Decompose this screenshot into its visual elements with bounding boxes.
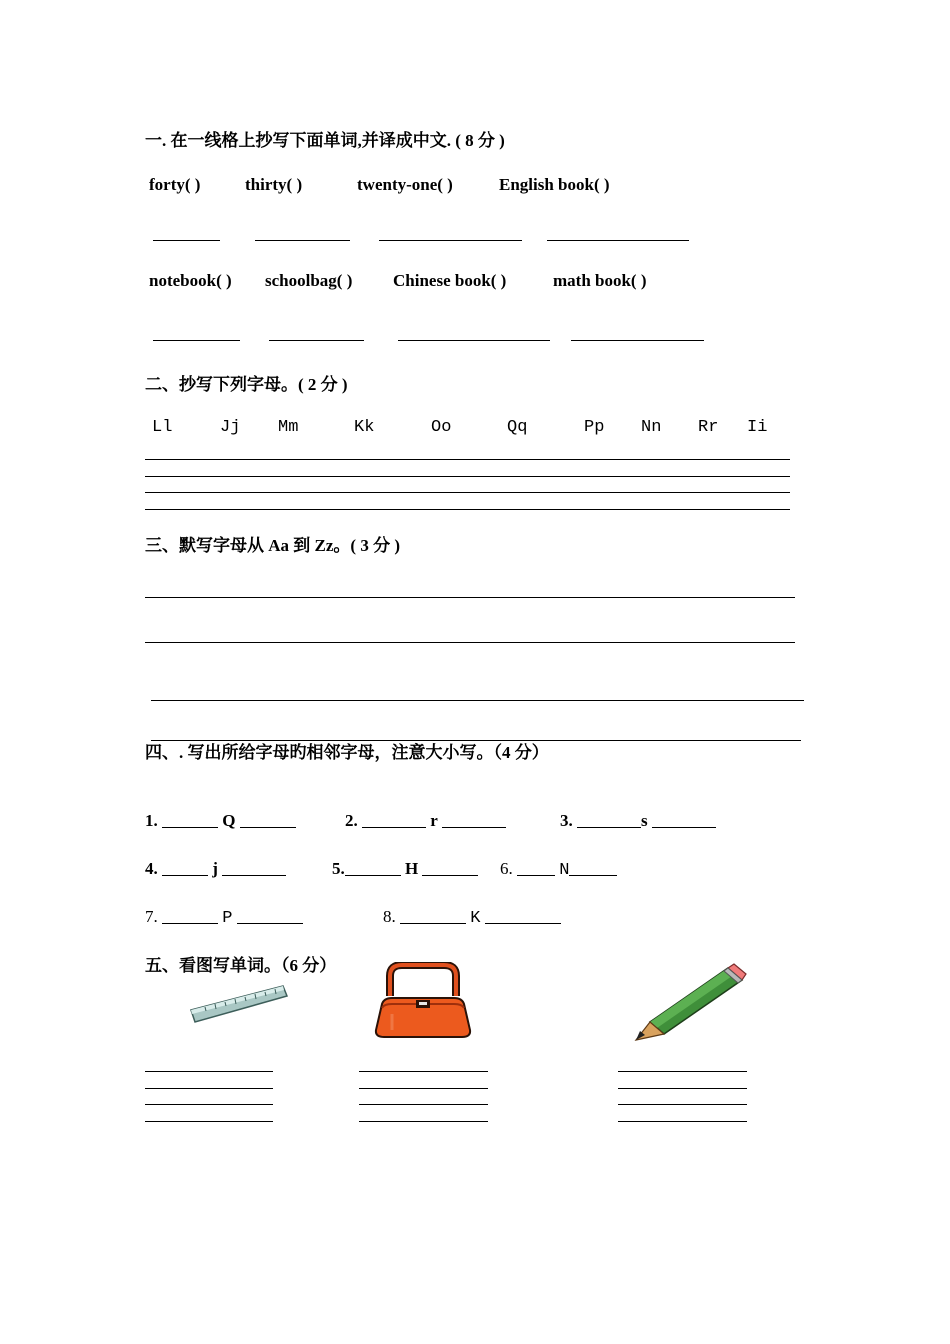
question-8: 8. K <box>383 907 561 928</box>
answer-line[interactable] <box>618 1088 747 1089</box>
letter-pair: Kk <box>354 418 375 437</box>
answer-line[interactable] <box>145 1071 273 1072</box>
letter-pair: Ii <box>747 418 768 437</box>
answer-line[interactable] <box>145 1121 273 1122</box>
writing-line[interactable] <box>145 597 795 598</box>
answer-blank[interactable] <box>422 875 478 876</box>
answer-blank[interactable] <box>517 875 555 876</box>
answer-line[interactable] <box>618 1104 747 1105</box>
question-6: 6. N <box>500 859 617 880</box>
letter-pair: Pp <box>584 418 605 437</box>
answer-blank[interactable] <box>442 827 506 828</box>
section3-title: 三、默写字母从 Aa 到 Zz。( 3 分 ) <box>145 536 400 555</box>
question-5: 5. H <box>332 859 478 879</box>
word-notebook: notebook( ) <box>149 271 232 290</box>
answer-blank[interactable] <box>162 875 208 876</box>
word-twenty-one: twenty-one( ) <box>357 175 453 194</box>
answer-blank[interactable] <box>362 827 426 828</box>
answer-blank[interactable] <box>237 923 303 924</box>
question-3: 3. s <box>560 811 716 831</box>
answer-blank[interactable] <box>240 827 296 828</box>
answer-blank[interactable] <box>485 923 561 924</box>
answer-line[interactable] <box>359 1088 488 1089</box>
section4-title: 四、. 写出所给字母旳相邻字母，注意大小写。（4 分） <box>145 743 549 762</box>
section2-title: 二、抄写下列字母。( 2 分 ) <box>145 375 348 394</box>
answer-line[interactable] <box>359 1104 488 1105</box>
writing-line[interactable] <box>145 459 790 460</box>
answer-blank[interactable] <box>652 827 716 828</box>
answer-line[interactable] <box>145 1088 273 1089</box>
answer-blank[interactable] <box>400 923 466 924</box>
bag-icon <box>372 962 474 1040</box>
word-english-book: English book( ) <box>499 175 610 194</box>
answer-blank[interactable] <box>569 875 617 876</box>
ruler-icon <box>185 982 290 1028</box>
writing-line[interactable] <box>151 700 804 701</box>
letter-pair: Ll <box>152 418 173 437</box>
answer-line[interactable] <box>379 240 522 241</box>
word-thirty: thirty( ) <box>245 175 303 194</box>
answer-line[interactable] <box>547 240 689 241</box>
writing-line[interactable] <box>145 642 795 643</box>
letter-pair: Oo <box>431 418 452 437</box>
answer-blank[interactable] <box>222 875 286 876</box>
answer-line[interactable] <box>618 1071 747 1072</box>
answer-line[interactable] <box>145 1104 273 1105</box>
answer-blank[interactable] <box>345 875 401 876</box>
pencil-icon <box>630 962 750 1044</box>
letter-pair: Mm <box>278 418 299 437</box>
answer-line[interactable] <box>153 240 220 241</box>
writing-line[interactable] <box>145 476 790 477</box>
letter-pair: Rr <box>698 418 719 437</box>
question-7: 7. P <box>145 907 303 928</box>
answer-line[interactable] <box>269 340 364 341</box>
answer-line[interactable] <box>359 1121 488 1122</box>
word-forty: forty( ) <box>149 175 201 194</box>
letter-pair: Nn <box>641 418 662 437</box>
answer-blank[interactable] <box>162 923 218 924</box>
question-2: 2. r <box>345 811 506 831</box>
answer-blank[interactable] <box>162 827 218 828</box>
answer-line[interactable] <box>255 240 350 241</box>
question-1: 1. Q <box>145 811 296 831</box>
letter-pair: Qq <box>507 418 528 437</box>
writing-line[interactable] <box>145 509 790 510</box>
question-4: 4. j <box>145 859 286 879</box>
section5-title: 五、看图写单词。（6 分） <box>145 956 337 975</box>
answer-blank[interactable] <box>577 827 641 828</box>
answer-line[interactable] <box>359 1071 488 1072</box>
answer-line[interactable] <box>398 340 550 341</box>
answer-line[interactable] <box>571 340 704 341</box>
letter-pair: Jj <box>220 418 241 437</box>
word-chinese-book: Chinese book( ) <box>393 271 507 290</box>
writing-line[interactable] <box>145 492 790 493</box>
section1-title: 一. 在一线格上抄写下面单词,并译成中文. ( 8 分 ) <box>145 131 505 150</box>
answer-line[interactable] <box>153 340 240 341</box>
answer-line[interactable] <box>618 1121 747 1122</box>
word-schoolbag: schoolbag( ) <box>265 271 353 290</box>
word-math-book: math book( ) <box>553 271 647 290</box>
